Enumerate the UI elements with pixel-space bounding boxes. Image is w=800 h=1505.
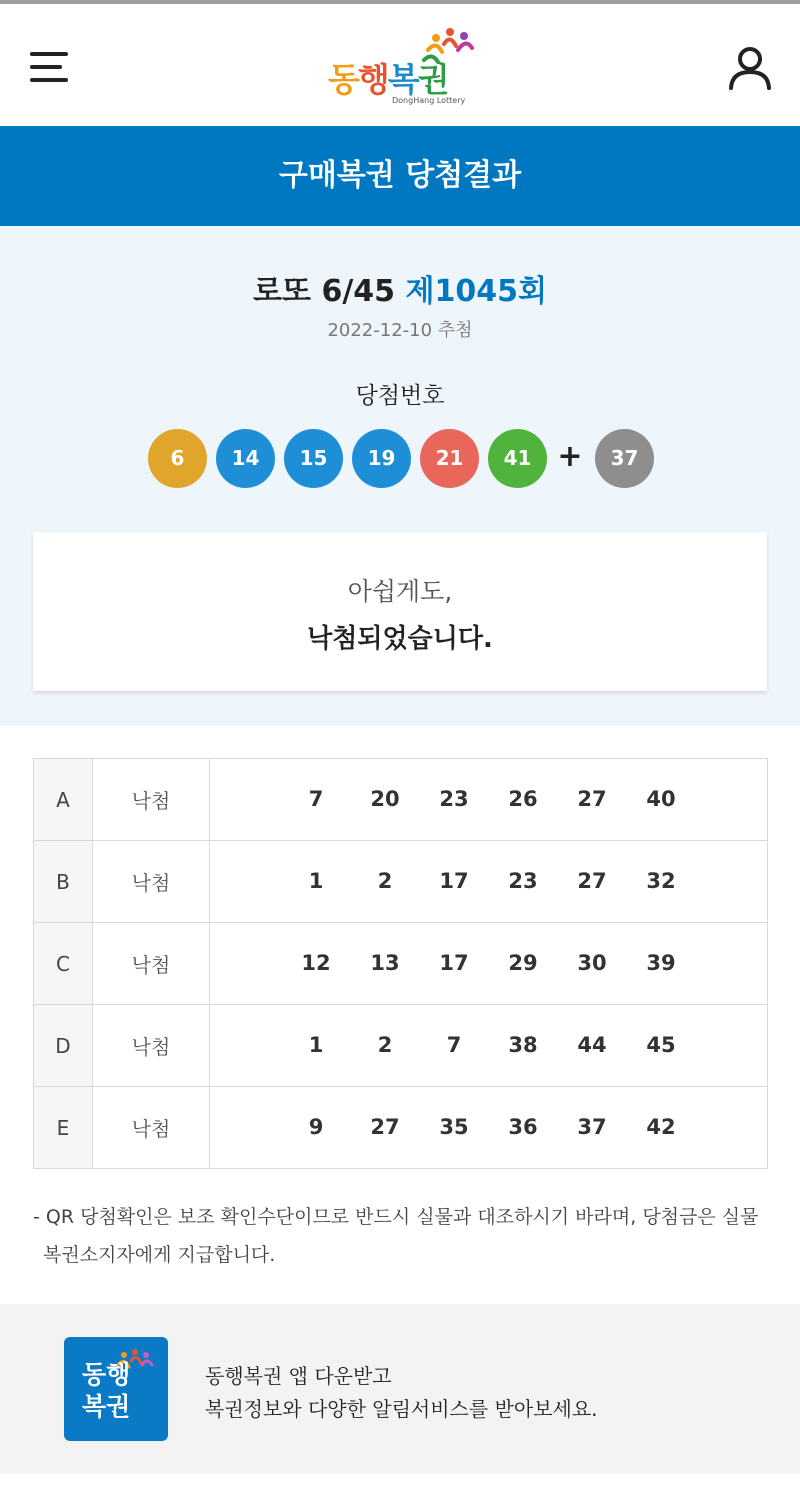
- app-icon-label-line2: 복권: [82, 1392, 131, 1421]
- ticket-number: 26: [508, 787, 538, 811]
- app-promo-text: [205, 1360, 598, 1426]
- logo-wordmark: 동행복권: [328, 60, 448, 99]
- app-promo-line2: 복권정보와 다양한 알림서비스를 받아보세요.: [205, 1397, 598, 1421]
- notice-line1: - QR 당첨확인은 보조 확인수단이므로 반드시 실물과 대조하시기 바라며, 당첨금은 실물: [33, 1206, 759, 1228]
- donghang-lottery-logo[interactable]: [326, 26, 476, 106]
- bonus-number-ball: 37: [595, 429, 654, 488]
- ticket-number: 1: [308, 869, 324, 893]
- ticket-number: 17: [439, 951, 469, 975]
- ticket-number: 36: [508, 1115, 538, 1139]
- game-title: [0, 266, 800, 310]
- ticket-status: 낙첨: [93, 923, 210, 1005]
- table-row: [34, 1005, 768, 1087]
- app-download-banner[interactable]: [0, 1304, 800, 1474]
- ticket-number: 2: [377, 1033, 393, 1057]
- ticket-number: 9: [308, 1115, 324, 1139]
- ticket-number: 45: [646, 1033, 676, 1057]
- page-title-bar: [0, 126, 800, 226]
- ticket-results-table: [33, 758, 768, 1169]
- ticket-number: 40: [646, 787, 676, 811]
- ticket-number: 27: [370, 1115, 400, 1139]
- winning-number-ball: 21: [420, 429, 479, 488]
- ticket-number: 27: [577, 869, 607, 893]
- ticket-id: A: [34, 759, 93, 841]
- winning-number-ball: 41: [488, 429, 547, 488]
- ticket-number: 12: [301, 951, 331, 975]
- ticket-number: 38: [508, 1033, 538, 1057]
- app-promo-line1: 동행복권 앱 다운받고: [205, 1364, 392, 1388]
- table-row: [34, 923, 768, 1005]
- table-row: [34, 759, 768, 841]
- winning-number-ball: 15: [284, 429, 343, 488]
- ticket-number: 23: [508, 869, 538, 893]
- ticket-status: 낙첨: [93, 1005, 210, 1087]
- ticket-numbers: [210, 1087, 768, 1169]
- ticket-numbers: [210, 759, 768, 841]
- ticket-id: B: [34, 841, 93, 923]
- ticket-numbers: [210, 923, 768, 1005]
- winning-number-ball: 19: [352, 429, 411, 488]
- ticket-id: C: [34, 923, 93, 1005]
- ticket-number: 29: [508, 951, 538, 975]
- table-row: [34, 1087, 768, 1169]
- hamburger-menu-icon[interactable]: [30, 48, 74, 88]
- result-card: [33, 532, 767, 691]
- table-row: [34, 841, 768, 923]
- ticket-status: 낙첨: [93, 1087, 210, 1169]
- ticket-id: D: [34, 1005, 93, 1087]
- winning-numbers-section: [0, 226, 800, 726]
- app-header: [0, 4, 800, 126]
- ticket-numbers: [210, 841, 768, 923]
- ticket-number: 39: [646, 951, 676, 975]
- ticket-number: 37: [577, 1115, 607, 1139]
- bonus-plus-sign: +: [557, 439, 583, 474]
- ticket-status: 낙첨: [93, 759, 210, 841]
- app-icon-label: [82, 1359, 152, 1423]
- ticket-number: 2: [377, 869, 393, 893]
- ticket-status: 낙첨: [93, 841, 210, 923]
- ticket-number: 7: [308, 787, 324, 811]
- ticket-number: 17: [439, 869, 469, 893]
- logo-subtitle: DongHang Lottery: [392, 96, 466, 105]
- ticket-number: 20: [370, 787, 400, 811]
- app-icon-label-line1: 동행: [82, 1360, 131, 1389]
- notice-line2: 복권소지자에게 지급합니다.: [43, 1244, 276, 1266]
- result-message-line1: 아쉽게도,: [347, 577, 453, 606]
- page-title: 구매복권 당첨결과: [278, 158, 522, 193]
- ticket-number: 44: [577, 1033, 607, 1057]
- ticket-number: 32: [646, 869, 676, 893]
- app-icon[interactable]: [64, 1337, 168, 1441]
- ticket-id: E: [34, 1087, 93, 1169]
- ticket-number: 7: [446, 1033, 462, 1057]
- ticket-number: 27: [577, 787, 607, 811]
- ticket-number: 13: [370, 951, 400, 975]
- ticket-number: 42: [646, 1115, 676, 1139]
- winning-numbers-label: 당첨번호: [355, 383, 445, 409]
- winning-number-ball: 14: [216, 429, 275, 488]
- qr-notice: [33, 1198, 773, 1274]
- draw-date: 2022-12-10 추첨: [327, 320, 473, 341]
- ticket-number: 35: [439, 1115, 469, 1139]
- result-message-line2: 낙첨되었습니다.: [307, 624, 493, 654]
- winning-number-ball: 6: [148, 429, 207, 488]
- user-icon[interactable]: [726, 44, 774, 92]
- ticket-number: 30: [577, 951, 607, 975]
- ticket-number: 23: [439, 787, 469, 811]
- draw-round: 제1045회: [405, 274, 547, 309]
- game-name: 로또 6/45: [253, 274, 396, 309]
- ticket-numbers: [210, 1005, 768, 1087]
- ticket-number: 1: [308, 1033, 324, 1057]
